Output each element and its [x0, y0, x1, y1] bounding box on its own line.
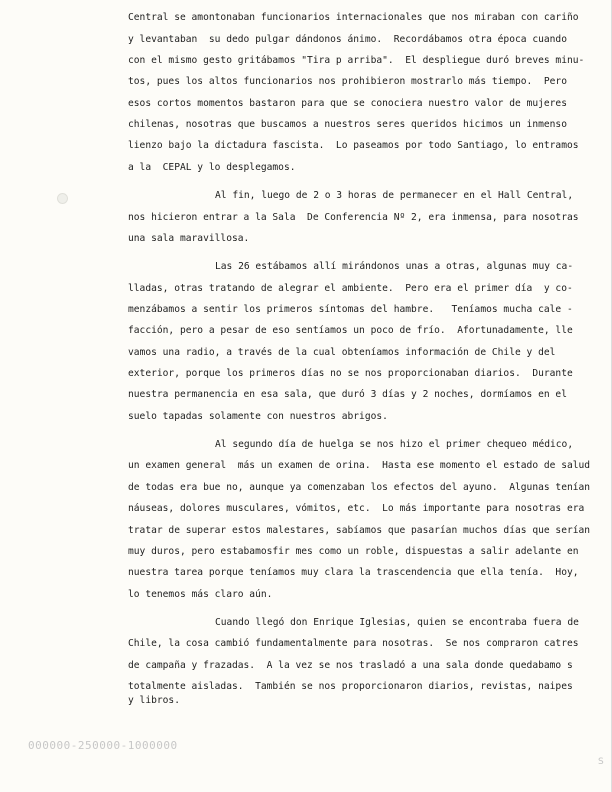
archive-stamp: 000000-250000-1000000: [28, 739, 178, 752]
text-line: facción, pero a pesar de eso sentíamos un poco de frío. Afortunadamente, lle: [128, 325, 573, 336]
corner-mark: S: [598, 757, 604, 767]
text-line: exterior, porque los primeros días no se nos proporcionaban diarios. Durante: [128, 368, 573, 379]
punch-hole: [57, 193, 68, 204]
text-line: Cuando llegó don Enrique Iglesias, quien se encontraba fuera de: [215, 617, 579, 628]
text-line: tratar de superar estos malestares, sabíamos que pasarían muchos días que serían: [128, 525, 591, 536]
text-line: y libros.: [128, 695, 180, 706]
text-line: suelo tapadas solamente con nuestros abrigos.: [128, 411, 388, 422]
text-line: con el mismo gesto gritábamos "Tira p arriba". El despliegue duró breves minu-: [128, 55, 585, 66]
text-line: menzábamos a sentir los primeros síntomas del hambre. Teníamos mucha cale -: [128, 304, 573, 315]
text-line: nos hicieron entrar a la Sala De Conferencia Nº 2, era inmensa, para nosotras: [128, 212, 579, 223]
text-line: nuestra tarea porque teníamos muy clara la trascendencia que ella tenía. Hoy,: [128, 567, 579, 578]
text-line: tos, pues los altos funcionarios nos prohibieron mostrarlo más tiempo. Pero: [128, 76, 567, 87]
text-line: y levantaban su dedo pulgar dándonos ánimo. Recordábamos otra época cuando: [128, 34, 567, 45]
text-line: un examen general más un examen de orina. Hasta ese momento el estado de salud: [128, 460, 591, 471]
text-line: muy duros, pero estabamosfir mes como un roble, dispuestas a salir adelante en: [128, 546, 579, 557]
text-line: Al segundo día de huelga se nos hizo el primer chequeo médico,: [215, 439, 574, 450]
text-line: náuseas, dolores musculares, vómitos, etc. Lo más importante para nosotras era: [128, 503, 585, 514]
text-line: lo tenemos más claro aún.: [128, 589, 273, 600]
text-line: Al fin, luego de 2 o 3 horas de permanecer en el Hall Central,: [215, 190, 574, 201]
text-line: chilenas, nosotras que buscamos a nuestros seres queridos hicimos un inmenso: [128, 119, 567, 130]
text-line: Central se amontonaban funcionarios internacionales que nos miraban con cariño: [128, 12, 579, 23]
text-line: una sala maravillosa.: [128, 233, 250, 244]
text-line: nuestra permanencia en esa sala, que duró 3 días y 2 noches, dormíamos en el: [128, 389, 567, 400]
text-line: lienzo bajo la dictadura fascista. Lo paseamos por todo Santiago, lo entramos: [128, 140, 579, 151]
text-line: de campaña y frazadas. A la vez se nos trasladó a una sala donde quedabamo s: [128, 660, 573, 671]
text-line: esos cortos momentos bastaron para que se conociera nuestro valor de mujeres: [128, 98, 567, 109]
text-line: Chile, la cosa cambió fundamentalmente para nosotras. Se nos compraron catres: [128, 638, 579, 649]
text-line: vamos una radio, a través de la cual obteníamos información de Chile y del: [128, 347, 556, 358]
text-line: de todas era bue no, aunque ya comenzaban los efectos del ayuno. Algunas tenían: [128, 482, 591, 493]
text-line: lladas, otras tratando de alegrar el ambiente. Pero era el primer día y co-: [128, 283, 573, 294]
text-line: Las 26 estábamos allí mirándonos unas a otras, algunas muy ca-: [215, 261, 574, 272]
text-line: totalmente aisladas. También se nos proporcionaron diarios, revistas, naipes: [128, 681, 573, 692]
text-line: a la CEPAL y lo desplegamos.: [128, 162, 296, 173]
